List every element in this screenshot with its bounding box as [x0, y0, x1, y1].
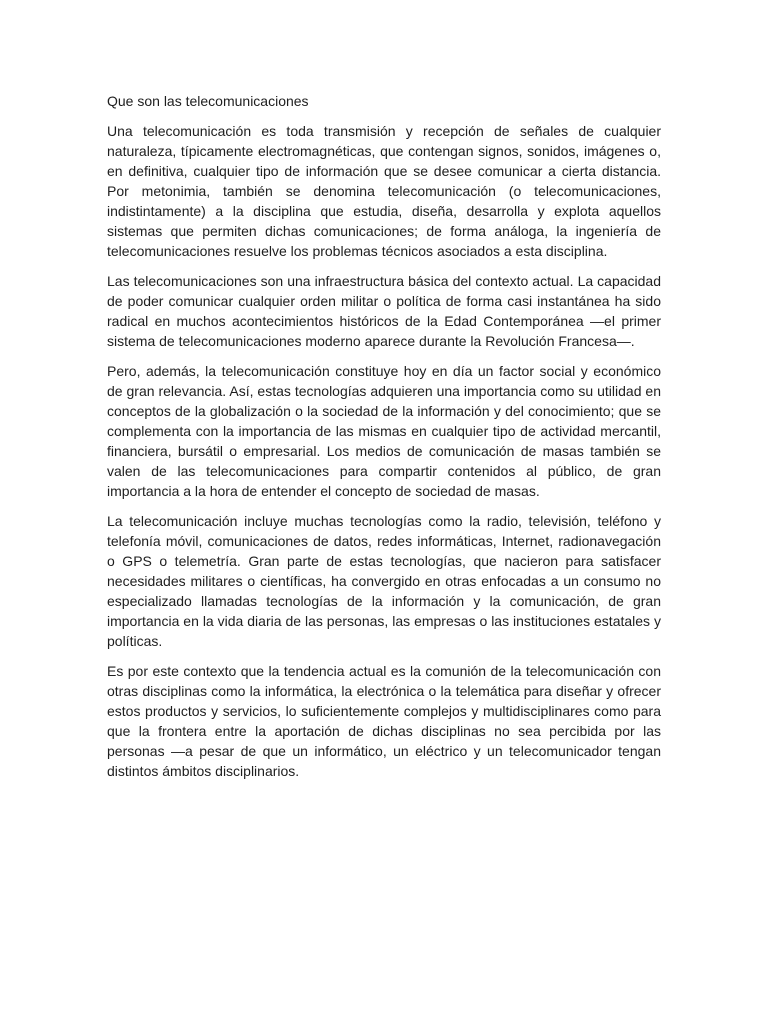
paragraph-infrastructure: Las telecomunicaciones son una infraestructura básica del contexto actual. La capacidad de poder comunicar cualquier orden militar o política de forma casi instantánea ha sido radical en muchos acontecimientos históricos de la Edad Contemporánea —el primer sistema de telecomunicaciones moderno aparece durante la Revolución Francesa—.: [107, 273, 661, 349]
paragraph-trend: Es por este contexto que la tendencia actual es la comunión de la telecomunicación con otras disciplinas como la informática, la electrónica o la telemática para diseñar y ofrecer estos productos y servicios, lo suficientemente complejos y multidisciplinares como para que la frontera entre la aportación de dichas disciplinas no sea percibida por las personas —a pesar de que un informático, un eléctrico y un telecomunicador tengan distintos ámbitos disciplinarios.: [107, 663, 661, 779]
paragraph-technologies: La telecomunicación incluye muchas tecnologías como la radio, televisión, teléfono y telefonía móvil, comunicaciones de datos, redes informáticas, Internet, radionavegación o GPS o telemetría. Gran parte de estas tecnologías, que nacieron para satisfacer necesidades militares o científicas, ha convergido en otras enfocadas a un consumo no especializado llamadas tecnologías de la información y la comunicación, de gran importancia en la vida diaria de las personas, las empresas o las instituciones estatales y políticas.: [107, 513, 661, 649]
document-page: [107, 91, 661, 791]
paragraph-definition: Una telecomunicación es toda transmisión y recepción de señales de cualquier naturaleza, típicamente electromagnéticas, que contengan signos, sonidos, imágenes o, en definitiva, cualquier tipo de información que se desee comunicar a cierta distancia. Por metonimia, también se denomina telecomunicación (o telecomunicaciones, indistintamente) a la disciplina que estudia, diseña, desarrolla y explota aquellos sistemas que permiten dichas comunicaciones; de forma análoga, la ingeniería de telecomunicaciones resuelve los problemas técnicos asociados a esta disciplina.: [107, 123, 661, 259]
paragraph-social-economic: Pero, además, la telecomunicación constituye hoy en día un factor social y económico de gran relevancia. Así, estas tecnologías adquieren una importancia como su utilidad en conceptos de la globalización o la sociedad de la información y del conocimiento; que se complementa con la importancia de las mismas en cualquier tipo de actividad mercantil, financiera, bursátil o empresarial. Los medios de comunicación de masas también se valen de las telecomunicaciones para compartir contenidos al público, de gran importancia a la hora de entender el concepto de sociedad de masas.: [107, 363, 661, 499]
document-title: Que son las telecomunicaciones: [107, 93, 309, 109]
